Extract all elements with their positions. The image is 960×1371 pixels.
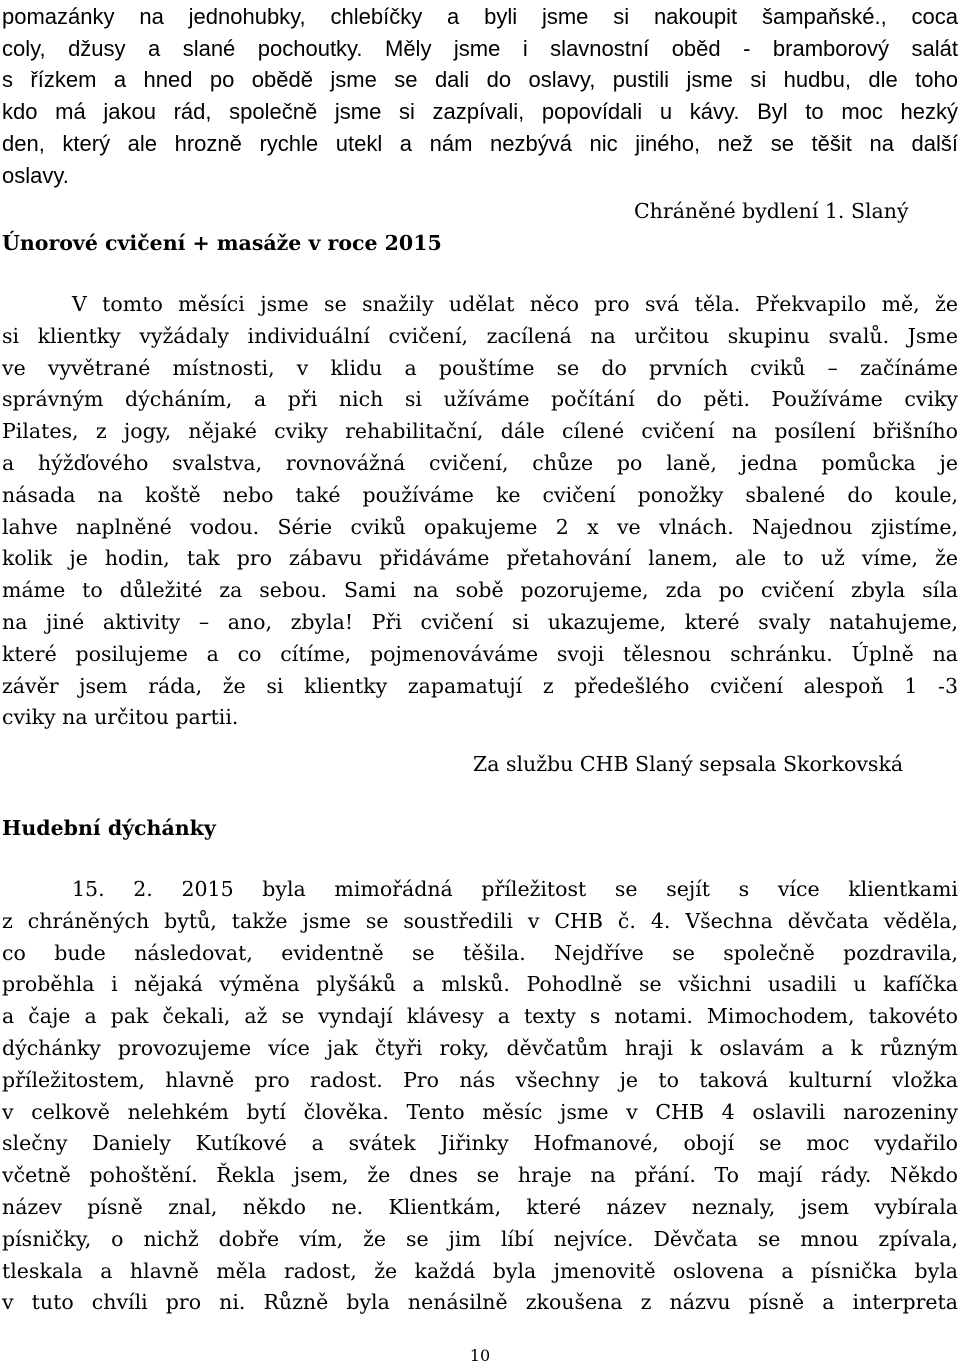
- text-line: oslavy.: [2, 162, 69, 188]
- text-line: dýchánky provozujeme více jak čtyři roky, děvčatům hraji k oslavám a k různým: [2, 1035, 958, 1060]
- text-line: coly, džusy a slané pochoutky. Měly jsme i slavnostní oběd - bramborový salát: [2, 35, 958, 61]
- text-line: slečny Daniely Kutíkové a svátek Jiřinky Hofmanové, obojí se moc vydařilo: [2, 1131, 958, 1156]
- text-line: a čaje a pak čekali, až se vyndají klávesy a texty s notami. Mimochodem, takovéto: [2, 1004, 958, 1029]
- text-line: V tomto měsíci jsme se snažily udělat něco pro svá těla. Překvapilo mě, že: [72, 292, 958, 316]
- page-number: 10: [469, 1346, 491, 1365]
- text-line: 15. 2. 2015 byla mimořádná příležitost se sejít s více klientkami: [72, 877, 958, 901]
- text-line: máme to důležité za sebou. Sami na sobě pozorujeme, zda po cvičení zbyla síla: [2, 578, 958, 603]
- text-line: co bude následovat, evidentně se těšila. Nejdříve se společně pozdravila,: [2, 940, 958, 965]
- text-line: správným dýcháním, a při nich si užíváme počítání do pěti. Používáme cviky: [2, 387, 958, 412]
- section-heading-music: Hudební dýchánky: [2, 816, 216, 840]
- text-line: s řízkem a hned po obědě jsme se dali do oslavy, pustili jsme si hudbu, dle toho: [2, 67, 958, 93]
- text-line: násada na koště nebo také používáme ke cvičení ponožky sbalené do koule,: [2, 482, 958, 507]
- text-line: pomazánky na jednohubky, chlebíčky a byli jsme si nakoupit šampaňské., coca: [2, 4, 958, 29]
- text-line: kdo má jakou rád, společně jsme si zazpívali, popovídali u kávy. Byl to moc hezký: [2, 99, 958, 125]
- text-line: proběhla i nějaká výměna plyšáků a mlsků. Pohodlně se všichni usadili u kafíčka: [2, 972, 958, 997]
- exercise-signature: Za službu CHB Slaný sepsala Skorkovská: [473, 752, 904, 776]
- text-line: den, který ale hrozně rychle utekl a nám nezbývá nic jiného, než se těšit na další: [2, 130, 958, 156]
- intro-signature: Chráněné bydlení 1. Slaný: [634, 199, 909, 223]
- text-line: z chráněných bytů, takže jsme se soustředili v CHB č. 4. Všechna děvčata věděla,: [2, 908, 958, 933]
- music-paragraph: [2, 874, 958, 1319]
- text-line: příležitostem, hlavně pro radost. Pro nás všechny je to taková kulturní vložka: [2, 1067, 958, 1092]
- text-line: které posilujeme a co cítíme, pojmenováváme svoji tělesnou schránku. Úplně na: [2, 641, 958, 666]
- text-line: na jiné aktivity – ano, zbyla! Při cvičení si ukazujeme, které svaly natahujeme,: [2, 609, 958, 634]
- text-line: závěr jsem ráda, že si klientky zapamatují z předešlého cvičení alespoň 1 -3: [2, 673, 958, 698]
- text-line: cviky na určitou partii.: [2, 705, 239, 730]
- text-line: Pilates, z jogy, nějaké cviky rehabilitační, dále cílené cvičení na posílení břišního: [2, 419, 958, 444]
- text-line: v celkově nelehkém bytí člověka. Tento měsíc jsme v CHB 4 oslavili narozeniny: [2, 1099, 958, 1124]
- text-line: název písně znal, někdo ne. Klientkám, které název neznaly, jsem vybírala: [2, 1194, 958, 1219]
- exercise-paragraph: [2, 289, 958, 734]
- section-heading-exercise: Únorové cvičení + masáže v roce 2015: [2, 231, 442, 255]
- text-line: si klientky vyžádaly individuální cvičení, zacílená na určitou skupinu svalů. Jsme: [2, 323, 958, 348]
- text-line: a hýžďového svalstva, rovnovážná cvičení, chůze po laně, jedna pomůcka je: [2, 450, 958, 475]
- text-line: lahve naplněné vodou. Série cviků opakujeme 2 x ve vlnách. Najednou zjistíme,: [2, 514, 958, 539]
- text-line: včetně pohoštění. Řekla jsem, že dnes se hraje na přání. To mají rády. Někdo: [2, 1163, 958, 1188]
- text-line: ve vyvětrané místnosti, v klidu a pouštíme se do prvních cviků – začínáme: [2, 355, 958, 380]
- text-line: kolik je hodin, tak pro zábavu přidáváme přetahování lanem, ale to už víme, že: [2, 546, 958, 571]
- text-line: v tuto chvíli pro ni. Různě byla nenásilně zkoušena z názvu písně a interpreta: [2, 1290, 958, 1315]
- text-line: tleskala a hlavně měla radost, že každá byla jmenovitě oslovena a písnička byla: [2, 1258, 958, 1283]
- text-line: písničky, o nichž dobře vím, že se jim líbí nejvíce. Děvčata se mnou zpívala,: [2, 1226, 958, 1251]
- intro-paragraph: [2, 1, 958, 191]
